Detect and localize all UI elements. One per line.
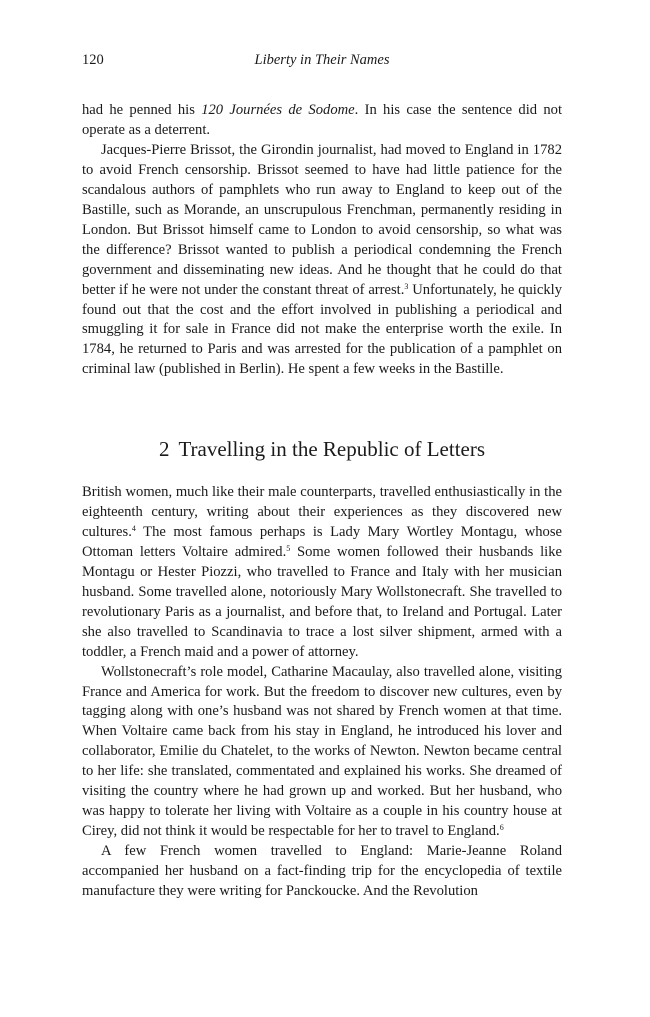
footnote-ref: 5 [286,543,291,553]
paragraph-macaulay: Wollstonecraft’s role model, Catharine Macaulay, also travelled alone, visiting France and America for work. But the freedom to discover new cultures, even by tagging along with one’s husband was not shared by French women at that time. When Voltaire came back from his stay in England, he introduced his lover and collaborator, Emilie du Chatelet, to the works of Newton. Newton became central to her life: she translated, commentated and explained his works. She dreamed of visiting the country where he had grown up and worked. But her husband, who was happy to tolerate her living with Voltaire as a couple in his country house at Cirey, did not think it would be respectable for her to travel to England.$^6$ [82,663,562,840]
body-text-section [82,483,562,902]
footnote-ref: 3 [404,281,409,291]
section-heading [82,435,562,463]
footnote-ref: 6 [499,823,504,833]
running-title: Liberty in Their Names [254,52,390,68]
section-title: Travelling in the Republic of Letters [178,437,486,461]
page-header [82,52,562,72]
paragraph-roland: A few French women travelled to England: Marie-Jeanne Roland accompanied her husband on a fact-finding trip for the encyclopedia of textile manufacture they were writing for Panckoucke. And the Revolution [82,843,562,900]
paragraph-continuation: had he penned his 120 Journées de Sodome. In his case the sentence did not operate as a deterrent. [82,102,562,138]
page-number: 120 [82,52,104,68]
paragraph-brissot: Jacques-Pierre Brissot, the Girondin journalist, had moved to England in 1782 to avoid French censorship. Brissot seemed to have had little patience for the scandalous authors of pamphlets who run away to England to keep out of the Bastille, such as Morande, an unscrupulous Frenchman, permanently residing in London. But Brissot himself came to London to avoid censorship, so what was the difference? Brissot wanted to publish a periodical condemning the French government and disseminating new ideas. And he thought that he could do that better if he were not under the constant threat of arrest.$^3$ Unfortunately, he quickly found out that the cost and the effort involved in publishing a periodical and smuggling it for sale in France did not make the enterprise worth the exile. In 1784, he returned to Paris and was arrested for the publication of a pamphlet on criminal law (published in Berlin). He spent a few weeks in the Bastille. [82,141,562,378]
paragraph-british-women: British women, much like their male counterparts, travelled enthusiastically in the eighteenth century, writing about their experiences as they discovered new cultures.$^4$ The most famous perhaps is Lady Mary Wortley Montagu, whose Ottoman letters Voltaire admired.$^5$ Some women followed their husbands like Montagu or Hester Piozzi, who travelled to France and Italy with her musician husband. Some travelled alone, notoriously Mary Wollstonecraft. She travelled to revolutionary Paris as a journalist, and before that, to Ireland and Portugal. Later she also travelled to Scandinavia to trace a lost silver shipment, armed with a toddler, a French maid and a power of attorney. [82,484,562,660]
body-text-top [82,101,562,380]
section-number: 2 [158,437,170,461]
footnote-ref: 4 [131,523,136,533]
book-title: 120 Journées de Sodome [201,102,355,118]
